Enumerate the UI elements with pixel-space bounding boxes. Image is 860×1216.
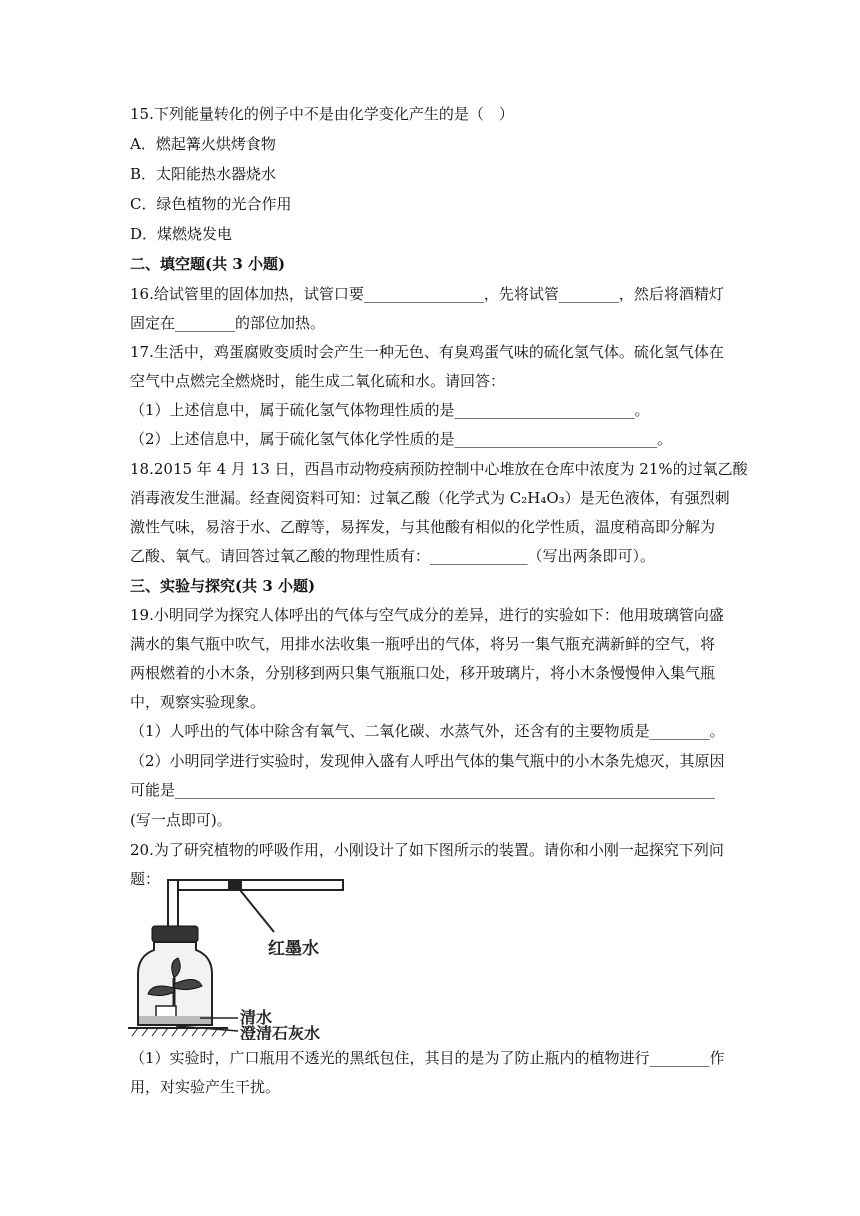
question-19-line-2: 满水的集气瓶中吹气，用排水法收集一瓶呼出的气体，将另一集气瓶充满新鲜的空气，将	[130, 635, 716, 653]
question-20-line-2: 题：	[130, 870, 161, 888]
question-17-part-1: （1）上述信息中，属于硫化氢气体物理性质的是________________________。	[130, 401, 650, 419]
question-18-line-4: 乙酸、氧气。请回答过氧乙酸的物理性质有：_____________（写出两条即可）。	[130, 547, 656, 565]
question-19-part-2-blank: 可能是________________________________________________________________________	[130, 781, 716, 799]
question-15-option-a: A．燃起篝火烘烤食物	[130, 135, 276, 153]
section-3-heading: 三、实验与探究(共 3 小题)	[130, 577, 316, 595]
question-17-line-1: 17.生活中，鸡蛋腐败变质时会产生一种无色、有臭鸡蛋气味的硫化氢气体。硫化氢气体在	[130, 343, 724, 361]
question-20-part-1: （1）实验时，广口瓶用不透光的黑纸包住，其目的是为了防止瓶内的植物进行________作	[130, 1049, 725, 1067]
glass-tube-vertical	[168, 880, 178, 928]
question-19-part-1: （1）人呼出的气体中除含有氧气、二氧化碳、水蒸气外，还含有的主要物质是________。	[130, 722, 725, 740]
question-15-option-b: B．太阳能热水器烧水	[130, 165, 277, 183]
question-15-stem: 15.下列能量转化的例子中不是由化学变化产生的是（ ）	[130, 105, 514, 123]
red-ink-pointer	[240, 890, 274, 932]
section-2-heading: 二、填空题(共 3 小题)	[130, 255, 286, 273]
question-19-line-3: 两根燃着的小木条，分别移到两只集气瓶瓶口处，移开玻璃片，将小木条慢慢伸入集气瓶	[130, 664, 716, 682]
question-19-line-1: 19.小明同学为探究人体呼出的气体与空气成分的差异，进行的实验如下：他用玻璃管向盛	[130, 606, 724, 624]
glass-tube-horizontal	[168, 880, 343, 890]
question-16-line-2: 固定在________的部位加热。	[130, 314, 326, 332]
question-18-line-2: 消毒液发生泄漏。经查阅资料可知：过氧乙酸（化学式为 C₂H₄O₃）是无色液体，有强烈刺	[130, 489, 730, 507]
question-15-option-d: D．煤燃烧发电	[130, 225, 233, 243]
question-17-part-2: （2）上述信息中，属于硫化氢气体化学性质的是___________________________。	[130, 430, 673, 448]
question-19-note: (写一点即可)。	[130, 811, 232, 829]
question-20-line-1: 20.为了研究植物的呼吸作用，小刚设计了如下图所示的装置。请你和小刚一起探究下列问	[130, 841, 724, 859]
question-19-part-2: （2）小明同学进行实验时，发现伸入盛有人呼出气体的集气瓶中的小木条先熄灭，其原因	[130, 752, 725, 770]
question-20-part-1-cont: 用，对实验产生干扰。	[130, 1078, 281, 1096]
question-18-line-1: 18.2015 年 4 月 13 日，西昌市动物疫病预防控制中心堆放在仓库中浓度为 21%的过氧乙酸	[130, 460, 748, 478]
bottle-stopper	[152, 926, 198, 942]
question-18-line-3: 激性气味，易溶于水、乙醇等，易挥发，与其他酸有相似的化学性质，温度稍高即分解为	[130, 518, 716, 536]
question-16-line-1: 16.给试管里的固体加热，试管口要________________，先将试管________，然后将酒精灯	[130, 285, 724, 303]
question-19-line-4: 中，观察实验现象。	[130, 693, 266, 711]
question-15-option-c: C．绿色植物的光合作用	[130, 195, 292, 213]
water-layer	[139, 1016, 211, 1024]
red-ink-label: 红墨水	[268, 939, 319, 959]
limewater-label: 澄清石灰水	[240, 1024, 321, 1040]
respiration-apparatus-figure	[128, 870, 348, 1040]
water-label: 清水	[240, 1008, 273, 1027]
red-ink-drop	[228, 881, 242, 889]
question-17-line-2: 空气中点燃完全燃烧时，能生成二氧化硫和水。请回答：	[130, 372, 506, 390]
